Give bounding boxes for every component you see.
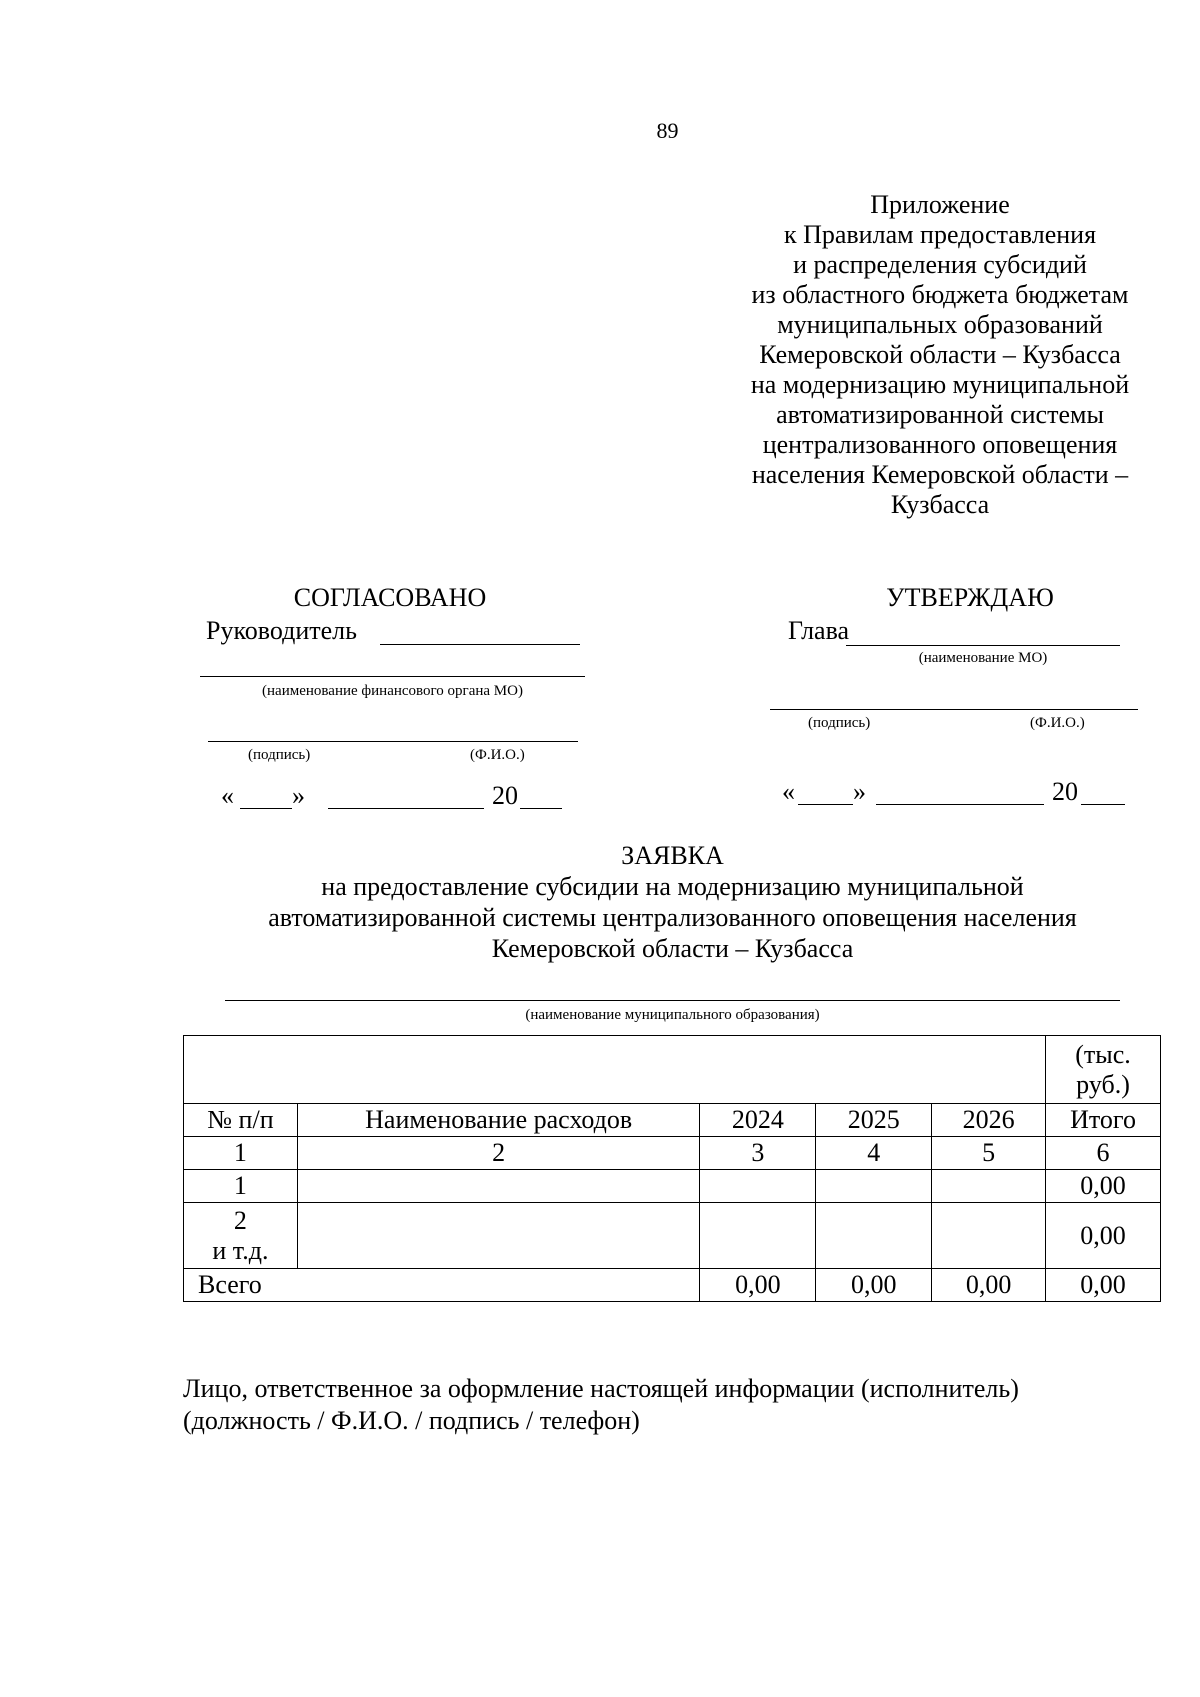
totals-row: [184, 1269, 1161, 1302]
agreed-year-line[interactable]: [520, 808, 562, 809]
row-total-cell: 0,00: [1046, 1203, 1161, 1269]
agreed-signature-caption: (подпись): [248, 747, 311, 763]
column-number-row: [184, 1137, 1161, 1170]
appendix-line: Кемеровской области – Кузбасса: [759, 340, 1121, 369]
approved-head-label: Глава: [788, 616, 850, 645]
agreed-head-label: Руководитель: [206, 616, 357, 645]
approved-date-month-line[interactable]: [876, 804, 1044, 805]
appendix-line: централизованного оповещения: [762, 430, 1118, 459]
row-number-cell: 1: [184, 1170, 298, 1203]
table-row: [184, 1170, 1161, 1203]
units-row: [184, 1036, 1161, 1104]
approved-date-day-line[interactable]: [798, 804, 853, 805]
column-number-cell: 2: [297, 1137, 700, 1170]
value-2026-cell[interactable]: [932, 1203, 1046, 1269]
application-title-block: [0, 840, 1200, 964]
column-number-cell: 1: [184, 1137, 298, 1170]
units-cell: [1046, 1036, 1161, 1104]
responsible-person-line: Лицо, ответственное за оформление настоящей информации (исполнитель): [183, 1374, 1019, 1403]
table-row: [184, 1203, 1161, 1269]
header-cell-total: Итого: [1046, 1104, 1161, 1137]
page-number: 89: [656, 118, 679, 143]
agreed-date-open-quote: «: [221, 781, 234, 810]
value-2026-cell[interactable]: [932, 1170, 1046, 1203]
appendix-line: из областного бюджета бюджетам: [751, 280, 1129, 309]
application-subtitle-line: автоматизированной системы централизованного оповещения населения: [268, 903, 1077, 932]
application-subtitle-line: на предоставление субсидии на модернизацию муниципальной: [321, 872, 1024, 901]
column-number-cell: 6: [1046, 1137, 1161, 1170]
row-number-suffix: и т.д.: [212, 1235, 269, 1265]
agreed-year-prefix: 20: [492, 781, 518, 810]
totals-2025-cell: 0,00: [816, 1269, 932, 1302]
expense-name-cell[interactable]: [297, 1203, 700, 1269]
approved-date-close-quote: »: [853, 777, 866, 806]
totals-2024-cell: 0,00: [700, 1269, 816, 1302]
value-2024-cell[interactable]: [700, 1203, 816, 1269]
appendix-line: Приложение: [870, 190, 1010, 219]
totals-2026-cell: 0,00: [932, 1269, 1046, 1302]
municipality-name-line[interactable]: [225, 1000, 1120, 1001]
agreed-name-caption: (Ф.И.О.): [470, 747, 525, 763]
units-line: (тыс.: [1075, 1039, 1131, 1069]
approved-mo-line[interactable]: [846, 645, 1120, 646]
totals-grand-cell: 0,00: [1046, 1269, 1161, 1302]
header-cell-2024: 2024: [700, 1104, 816, 1137]
agreed-head-name-line[interactable]: [380, 644, 580, 645]
header-cell-expense-name: Наименование расходов: [297, 1104, 700, 1137]
approved-mo-caption: (наименование МО): [918, 650, 1048, 666]
row-number-cell: [184, 1203, 298, 1269]
agreed-date-month-line[interactable]: [328, 808, 484, 809]
approved-date-open-quote: «: [782, 777, 795, 806]
approved-signature-caption: (подпись): [808, 715, 871, 731]
units-spacer-cell: [184, 1036, 1046, 1104]
agreed-org-line[interactable]: [200, 676, 585, 677]
responsible-person-note: [183, 1373, 1019, 1437]
agreed-heading: СОГЛАСОВАНО: [293, 583, 487, 612]
appendix-line: к Правилам предоставления: [783, 220, 1097, 249]
value-2024-cell[interactable]: [700, 1170, 816, 1203]
approved-signature-line[interactable]: [770, 709, 1138, 710]
header-cell-2026: 2026: [932, 1104, 1046, 1137]
column-number-cell: 5: [932, 1137, 1046, 1170]
expense-name-cell[interactable]: [297, 1170, 700, 1203]
column-number-cell: 4: [816, 1137, 932, 1170]
row-number: 2: [233, 1205, 247, 1235]
appendix-block: [700, 190, 1180, 520]
value-2025-cell[interactable]: [816, 1170, 932, 1203]
appendix-line: муниципальных образований: [777, 310, 1103, 339]
municipality-caption: (наименование муниципального образования): [525, 1007, 820, 1023]
header-cell-2025: 2025: [816, 1104, 932, 1137]
units-line: руб.): [1076, 1069, 1130, 1099]
responsible-person-details: (должность / Ф.И.О. / подпись / телефон): [183, 1406, 640, 1435]
approved-heading: УТВЕРЖДАЮ: [886, 583, 1054, 612]
agreed-date-close-quote: »: [292, 781, 305, 810]
row-total-cell: 0,00: [1046, 1170, 1161, 1203]
header-row: [184, 1104, 1161, 1137]
appendix-line: и распределения субсидий: [793, 250, 1087, 279]
agreed-signature-line[interactable]: [208, 741, 578, 742]
budget-table: [183, 1035, 1161, 1302]
column-number-cell: 3: [700, 1137, 816, 1170]
appendix-line: Кузбасса: [890, 490, 990, 519]
appendix-line: автоматизированной системы: [776, 400, 1104, 429]
appendix-line: на модернизацию муниципальной: [750, 370, 1130, 399]
appendix-line: населения Кемеровской области –: [751, 460, 1129, 489]
approved-name-caption: (Ф.И.О.): [1030, 715, 1085, 731]
application-title: ЗАЯВКА: [621, 841, 724, 870]
approved-year-line[interactable]: [1081, 804, 1125, 805]
value-2025-cell[interactable]: [816, 1203, 932, 1269]
application-subtitle-line: Кемеровской области – Кузбасса: [491, 934, 854, 963]
totals-label-cell: Всего: [184, 1269, 700, 1302]
approved-year-prefix: 20: [1052, 777, 1078, 806]
agreed-date-day-line[interactable]: [240, 808, 292, 809]
header-cell-number: № п/п: [184, 1104, 298, 1137]
agreed-org-caption: (наименование финансового органа МО): [262, 683, 523, 699]
